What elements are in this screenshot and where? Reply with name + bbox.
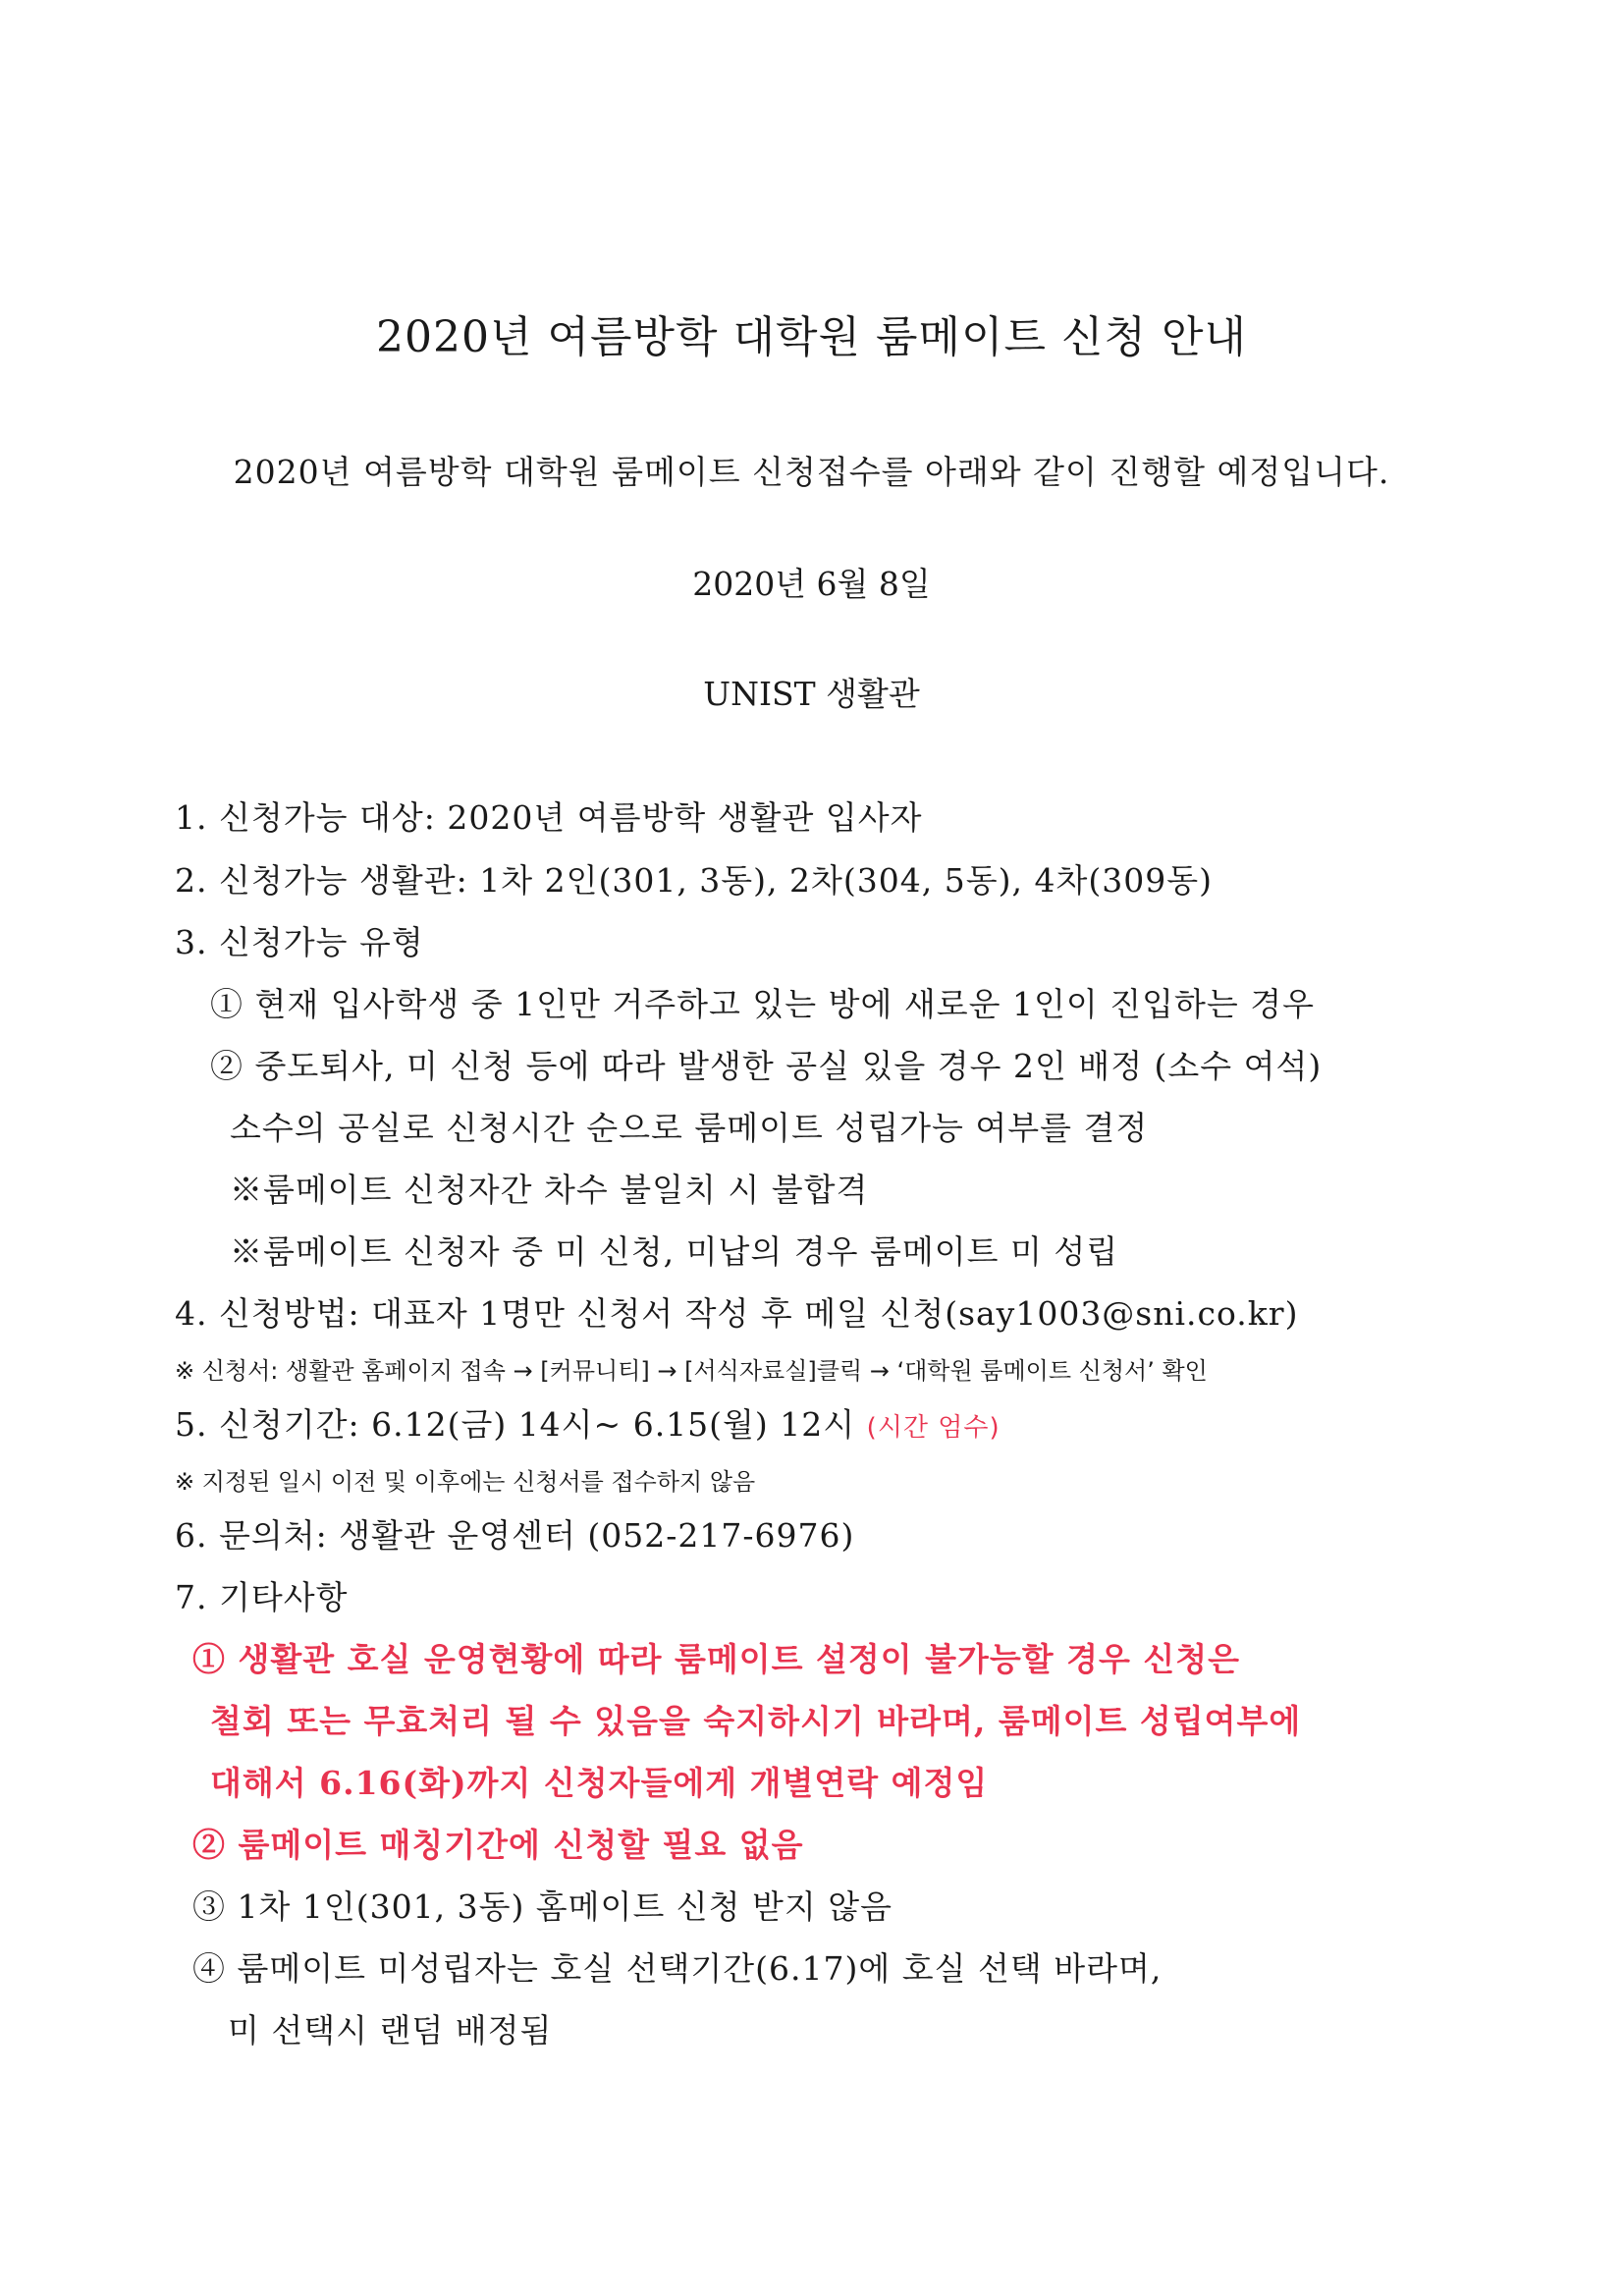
- organization-name: UNIST 생활관: [703, 675, 920, 713]
- item-7-note-1-line-1: ① 생활관 호실 운영현황에 따라 룸메이트 설정이 불가능할 경우 신청은: [192, 1640, 1240, 1678]
- item-7-note-1-line-3: 대해서 6.16(화)까지 신청자들에게 개별연락 예정임: [210, 1764, 989, 1802]
- item-4-note: ※ 신청서: 생활관 홈페이지 접속 → [커뮤니티] → [서식자료실]클릭 → ‘대학원 룸메이트 신청서’ 확인: [175, 1357, 1208, 1385]
- item-7-etc: 7. 기타사항: [175, 1578, 349, 1616]
- item-6-contact: 6. 문의처: 생활관 운영센터 (052-217-6976): [175, 1516, 855, 1555]
- item-3-note-1: ※룸메이트 신청자간 차수 불일치 시 불합격: [230, 1171, 869, 1209]
- item-7-note-4-line-1: ④ 룸메이트 미성립자는 호실 선택기간(6.17)에 호실 선택 바라며,: [192, 1949, 1163, 1988]
- item-5-note: ※ 지정된 일시 이전 및 이후에는 신청서를 접수하지 않음: [175, 1468, 756, 1496]
- item-7-note-4-line-2: 미 선택시 랜덤 배정됨: [228, 2011, 553, 2050]
- item-5-period-text: 5. 신청기간: 6.12(금) 14시~ 6.15(월) 12시: [175, 1405, 856, 1444]
- item-5-strict-note: (시간 엄수): [866, 1413, 1001, 1443]
- item-7-note-3: ③ 1차 1인(301, 3동) 홈메이트 신청 받지 않음: [192, 1887, 893, 1926]
- item-2-dorms: 2. 신청가능 생활관: 1차 2인(301, 3동), 2차(304, 5동), 4차(309동): [175, 861, 1213, 900]
- item-3-type-1: ① 현재 입사학생 중 1인만 거주하고 있는 방에 새로운 1인이 진입하는 경우: [210, 985, 1315, 1023]
- item-3-types: 3. 신청가능 유형: [175, 923, 424, 961]
- item-3-note-2: ※룸메이트 신청자 중 미 신청, 미납의 경우 룸메이트 미 성립: [230, 1232, 1119, 1271]
- item-1-target: 1. 신청가능 대상: 2020년 여름방학 생활관 입사자: [175, 798, 923, 837]
- item-7-note-1-line-2: 철회 또는 무효처리 될 수 있음을 숙지하시기 바라며, 룸메이트 성립여부에: [210, 1702, 1302, 1740]
- item-7-note-2: ② 룸메이트 매칭기간에 신청할 필요 없음: [192, 1826, 804, 1864]
- item-5-period: [175, 1405, 1001, 1444]
- document-title: 2020년 여름방학 대학원 룸메이트 신청 안내: [376, 312, 1247, 362]
- item-4-method: 4. 신청방법: 대표자 1명만 신청서 작성 후 메일 신청(say1003@sni.co.kr): [175, 1294, 1299, 1333]
- document-date: 2020년 6월 8일: [692, 565, 931, 603]
- item-3-type-2: ② 중도퇴사, 미 신청 등에 따라 발생한 공실 있을 경우 2인 배정 (소수 여석): [210, 1047, 1323, 1085]
- item-3-detail: 소수의 공실로 신청시간 순으로 룸메이트 성립가능 여부를 결정: [230, 1109, 1149, 1147]
- intro-text: 2020년 여름방학 대학원 룸메이트 신청접수를 아래와 같이 진행할 예정입니다.: [233, 453, 1390, 491]
